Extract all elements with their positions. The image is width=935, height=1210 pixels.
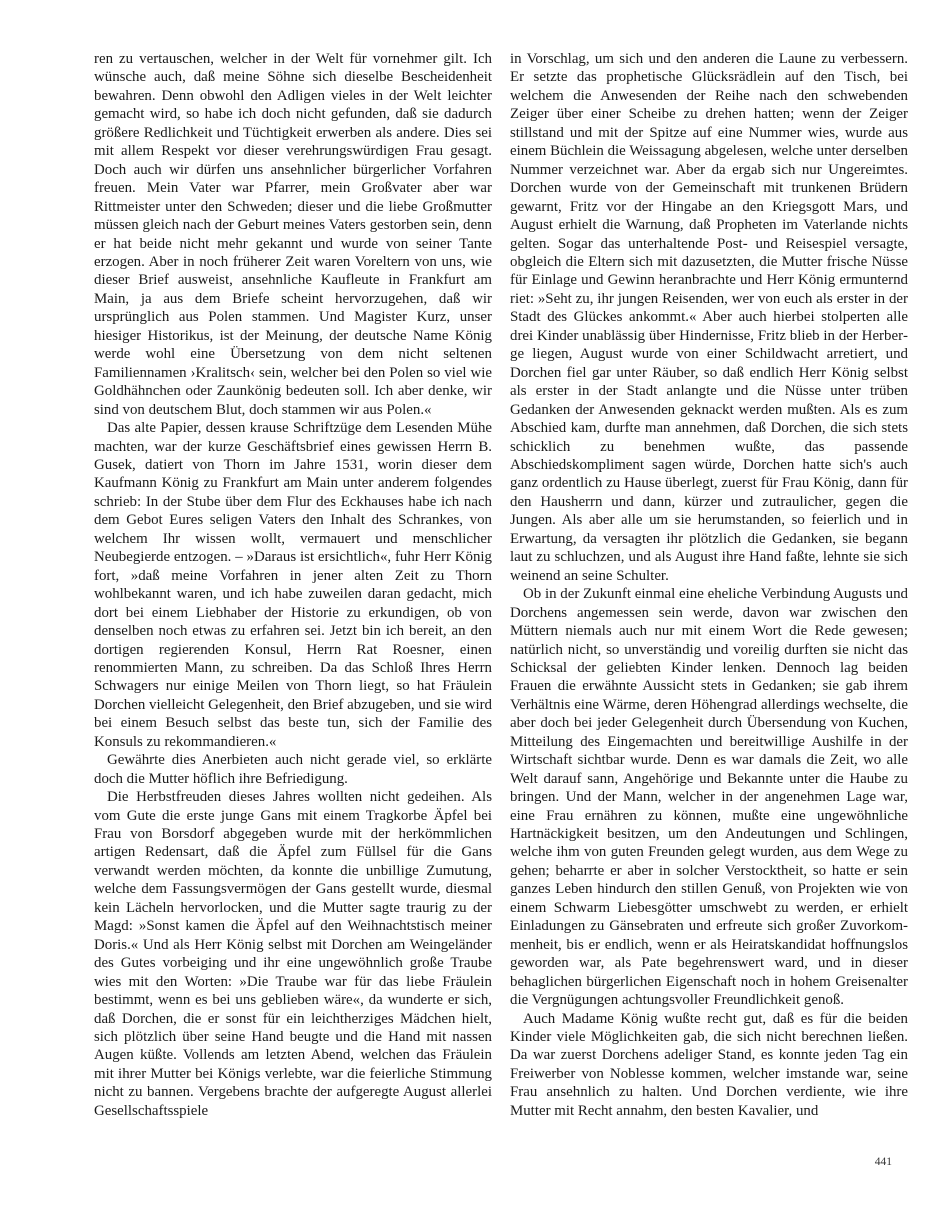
- paragraph: in Vorschlag, um sich und den anderen die Laune zu verbessern. Er setzte das prophetische Glücksrädlein auf den Tisch, bei welchem die Anwesenden der Reihe nach den schwebenden Zeiger über einer Scheibe zu drehen hatten; wenn der Zeiger stillstand und mit der Spitze auf eine Nummer wies, wurde aus einem Büchlein die Weissagung abgelesen, welche unter derselben Nummer verzeichnet war. Aber da ergab sich nur Ungereimtes. Dorchen wurde von der Gemeinschaft mit trunkenen Brüdern gewarnt, Fritz vor der Hingabe an den Kriegsgott Mars, und August erhielt die Warnung, daß Propheten im Vaterlande nichts gelten. Sogar das unterhaltende Post- und Reisespiel versagte, obgleich die Eltern sich mit dazusetzten, die Mutter frische Nüsse für Einlage und Gewinn heranbrachte und Herr König ermunternd riet: »Seht zu, ihr jungen Reisenden, wer von euch als erster in der Stadt des Glückes ankommt.« Aber auch hierbei stolperten alle drei Kinder unablässig über Hindernisse, Fritz blieb in der Herberge liegen, August wurde von einer Schildwacht arretiert, und Dorchen fiel gar unter Räuber, so daß endlich Herr König selbst als erster in der Stadt anlangte und die Nüsse unter trüben Gedanken der Anwesenden geknackt werden mußten. Als es zum Abschied kam, durfte man annehmen, daß Dorchen, die sich stets schicklich zu benehmen wußte, das passende Abschiedskompliment sagen würde, Dorchen hatte sich's auch ganz ordentlich zu Hause überlegt, zuerst für Frau König, dann für den Hausherrn und dann, kürzer und zutraulicher, gegen die Jungen. Als aber alle um sie herumstanden, so feierlich und in Erwartung, da versagten ihr plötzlich die Gedanken, sie begann laut zu schluchzen, und als August ihre Hand faßte, lehnte sie sich weinend an seine Schulter.: [510, 51, 908, 584]
- paragraph: Das alte Papier, dessen krause Schriftzüge dem Lesenden Mühe machten, war der kurze Geschäftsbrief eines gewissen Herrn B. Gusek, datiert von Thorn im Jahre 1531, worin dieser dem Kaufmann König zu Frankfurt am Main unter anderem folgendes schrieb: In der Stube über dem Flur des Eckhauses habe ich nach dem Gebot Eures seligen Vaters den Inhalt des Schrankes, von welchem Ihr wissen wollt, vermauert und menschlicher Neubegierde entzogen. – »Daraus ist ersichtlich«, fuhr Herr König fort, »daß meine Vorfahren in jener alten Zeit zu Thorn wohlbekannt waren, und ich habe zuweilen daran gedacht, mich dort bei einem Liebhaber der Historie zu erkundigen, ob von denselben noch etwas zu erfahren sei. Jetzt bin ich bereit, an den dortigen regierenden Konsul, Herrn Rat Roesner, einen renommierten Mann, zu schreiben. Da das Schloß Ihres Herrn Schwagers nur einige Meilen von Thorn liegt, so hat Fräulein Dorchen vielleicht Gelegenheit, den Brief abzugeben, und sie wird bei einem Besuch selbst das beste tun, sich der Familie des Konsuls zu rekommandieren.«: [94, 420, 492, 750]
- paragraph: Die Herbstfreuden dieses Jahres wollten nicht gedeihen. Als vom Gute die erste junge Gans mit einem Tragkorbe Äpfel bei Frau von Borsdorf abgegeben wurde mit der herkömmlichen artigen Redensart, daß die Äpfel zum Füllsel für die Gans verwandt werden möchten, da konnte die unbillige Zumutung, welche dem Fassungsvermögen der Gans gestellt wurde, diesmal kein Lächeln hervorlocken, und die Mutter sagte traurig zu der Magd: »Sonst kamen die Äpfel auf den Weihnachtstisch meiner Doris.« Und als Herr König selbst mit Dorchen am Weingeländer des Gutes vorbeiging und ihr eine ungewöhnlich große Traube wies mit den Worten: »Die Traube war für das liebe Fräulein bestimmt, wenn es bei uns geblieben wäre«, da wunderte er sich, daß Dorchen, die er sonst für ein leichtherziges Mädchen hielt, sich plötzlich über seine Hand beugte und die Hand mit nassen Augen küßte. Vollends am letzten Abend, welchen das Fräulein mit ihrer Mutter bei Königs verlebte, war die feierliche Stimmung nicht zu bannen. Vergebens brachte der aufgeregte August allerlei Gesellschaftsspiele: [94, 789, 492, 1119]
- left-column: [94, 50, 492, 1120]
- paragraph: ren zu vertauschen, welcher in der Welt für vornehmer gilt. Ich wünsche auch, daß meine Söhne sich dieselbe Bescheidenheit bewahren. Denn obwohl den Adligen vieles in der Welt leichter gemacht wird, so habe ich doch nicht gefunden, daß sie dadurch größere Redlichkeit und Tüchtigkeit erwerben als andere. Dies sei mit allem Respekt vor dieser verehrungswürdigen Frau gesagt. Doch auch wir dürfen uns ansehnlicher bürgerlicher Vorfahren freuen. Mein Vater war Pfarrer, mein Großvater aber war Rittmeister unter den Schweden; dieser und die liebe Großmutter müssen gleich nach der Geburt meines Vaters gestorben sein, denn er hat beide nicht mehr gekannt und wurde von seiner Tante erzogen. Aber in noch früherer Zeit waren Voreltern von uns, wie dieser Brief ausweist, ansehnliche Kaufleute in Frankfurt am Main, ja aus dem Briefe scheint hervorzugehen, daß wir ursprünglich aus Polen stammen. Und Magister Kurz, unser hiesiger Historikus, ist der Meinung, der deutsche Name König werde wohl eine Übersetzung von dem nicht seltenen Familiennamen ›Kralitsch‹ sein, welcher bei den Polen so viel wie Goldhähnchen oder Zaunkönig bedeuten soll. Ich aber denke, wir sind von deutschem Blut, doch stammen wir aus Polen.«: [94, 51, 492, 418]
- paragraph: Auch Madame König wußte recht gut, daß es für die beiden Kinder viele Möglichkeiten gab, die sich nicht berechnen ließen. Da war zuerst Dorchens adeliger Stand, es konnte jeden Tag ein Freiwerber von Noblesse kommen, welcher imstande war, seine Frau ansehnlich zu halten. Und Dorchen verdiente, wie ihre Mutter mit Recht annahm, den besten Kavalier, und: [510, 1010, 908, 1119]
- paragraph: Ob in der Zukunft einmal eine eheliche Verbindung Augusts und Dorchens angemessen sein werde, davon war zwischen den Müttern niemals auch nur mit einem Wort die Rede gewesen; natürlich nicht, so unverständig und voreilig durften sie nicht das Schicksal der geliebten Kinder lenken. Dennoch lag beiden Frauen die erwähnte Aussicht stets in Gedanken; sie gab ihrem Verhältnis eine Wärme, deren Höhengrad allerdings wechselte, die aber doch bei jeder Gelegenheit durch Übersendung von Kuchen, Mitteilung des Eingemachten und bereitwillige Aushilfe in der Wirtschaft sichtbar wurde. Denn es war damals die Zeit, wo alle Welt darauf sann, Angehörige und Bekannte unter die Haube zu bringen. Und der Mann, welcher in der angenehmen Lage war, eine Frau ernähren zu können, mußte eine ungewöhnliche Hartnäckigkeit besitzen, um den Andeutungen und Schlingen, welche ihm von guten Freunden gelegt wurden, aus dem Wege zu gehen; beharrte er aber in solcher Verstocktheit, so hatte er sein ganzes Leben hindurch den stillen Genuß, von Projekten wie von einem Schwarm Liebesgötter umschwebt zu werden, er erhielt Einladungen zu Gänsebraten und erfreute sich großer Zuvorkommenheit, bis er endlich, wenn er als Heiratskandidat hoffnungslos geworden war, als Pate begehrenswert ward, und in dieser behaglichen bürgerlichen Eigenschaft noch in hohem Greisenalter die Vergnügungen achtungsvoller Freundlichkeit genoß.: [510, 586, 908, 1009]
- page-number: 441: [874, 1156, 892, 1168]
- paragraph: Gewährte dies Anerbieten auch nicht gerade viel, so erklärte doch die Mutter höflich ihre Befriedigung.: [94, 752, 492, 787]
- right-column: [510, 50, 908, 1120]
